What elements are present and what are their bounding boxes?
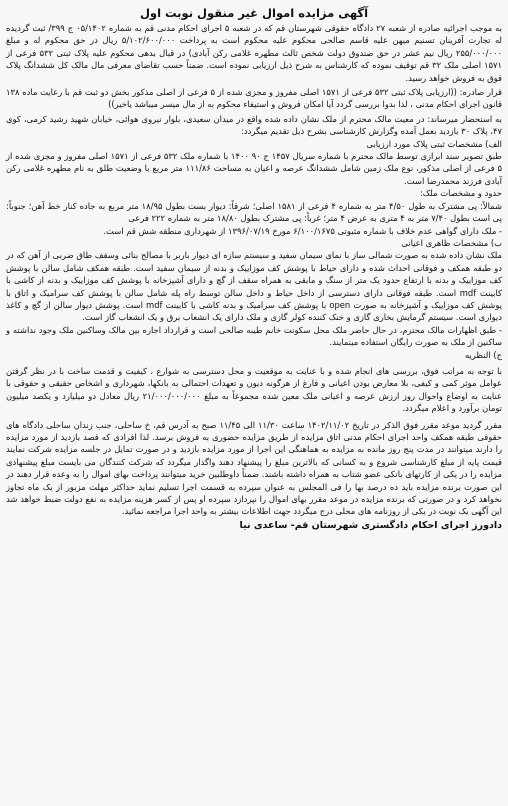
section-b-heading: ب) مشخصات ظاهری اعیانی: [401, 237, 502, 248]
inspection-paragraph: به استحضار میرساند: در معیت مالک محترم از ملک نشان داده شده واقع در میدان سعیدی، بلوار نیروی هوائی، خیابان شهید رشید کرمی، کوی ۴۷، پلاک ۳۰ بازدید بعمل آمده وگزارش کارشناسی بشرح ذیل تقدیم میگردد:: [6, 113, 502, 137]
section-a-heading: الف) مشخصات ثبتی پلاک مورد ارزیابی: [366, 138, 502, 149]
registration-paragraph: طبق تصویر سند ابرازی توسط مالک محترم با شماره سریال ۱۴۵۷ ج ۹۰ ۱۴۰۰ با شماره ملک ۵۳۲ فرعی از ۱۵۷۱ اصلی مفروز و مجزی شده از ۵ فرعی از اصلی مذکور، نوع ملک زمین شامل ششدانگ عرصه و اعیان به مساحت ۱۱۱/۸۶ متر مربع با وضعیت طلق به نام مطهره غلامی رکن آبادی فرزند محمدرضا است.: [6, 151, 502, 186]
signature-line: دادورز اجرای احکام دادگستری شهرستان قم- ساعدی نیا: [239, 519, 502, 531]
intro-paragraph: به موجب اجرائیه صادره از شعبه ۲۷ دادگاه حقوقی شهرستان قم که در شعبه ۵ اجرای احکام مدنی قم به شماره ۰۵/۱۴۰۲ ج ۳۹۹/ ثبت گردیده له تجارت آفرینان تسنیم میهن علیه قاسم صالحی محکوم علیه محکوم است به پرداخت ۵/۱۰۲/۶۰۰/۰۰۰ ریال در حق محکوم له و مبلغ ۲۵۵/۰۰۰/۰۰۰ ریال نیم عشر در حق صندوق دولت شخص ثالث مطهره غلامی رکن آبادی) در قبال بدهی محکوم علیه پلاک ثبتی ۵۳۲ فرعی از ۱۵۷۱ اصلی ملک ۳۲ قم توقیف نموده که کارشناس به شرح ذیل ارزیابی نموده است. ضمناً حسب تقاضای معرفی مال مالک کل ششدانگ پلاک فوق به فروش خواهد رسید.: [6, 23, 502, 83]
auction-notice: [6, 5, 502, 796]
auction-terms-paragraph: مقرر گردید موعد مقرر فوق الذکر در تاریخ ۱۴۰۲/۱۱/۰۲ ساعت ۱۱/۳۰ الی ۱۱/۴۵ صبح به آدرس قم، خ ساحلی، جنب زندان ساحلی دادگاه های حقوقی طبقه همکف واحد اجرای احکام مدنی اتاق مزایده از طریق مزایده حضوری به فروش برسد. لذا افرادی که قصد بازدید از مورد مزایده را دارند میتوانند در مدت پنج روز مانده به مزایده به هماهنگی این اجرا از مورد مزایده بازدید و در صورت تمایل در جلسه مزایده شرکت نمایند قیمت پایه از مبلغ کارشناسی شروع و به کسانی که بالاترین مبلغ را پیشنهاد دهند واگذار میگردد که شرکت کنندگان می بایست مبلغ پیشنهادی مزایده را در یکی از کارتهای بانکی عضو شتاب به همراه داشته باشند. ضمناً داوطلبین خرید میتوانند پرداخت بهای اموال را به وعده قرار دهند در این صورت برنده مزایده باید ده درصد بها را فی المجلس به عنوان سپرده به قسمت اجرا تسلیم نماید حداکثر مهلت مزبور از یک ماه تجاوز نخواهد کرد و در صورتی که برنده مزایده در موعد مقرر بهای اموال را نپردازد سپرده او پس از کسر هزینه مزایده به نفع دولت ضبط خواهد شد این آگهی یک نوبت در یکی از روزنامه های محلی درج میگردد جهت اطلاعات بیشتر به واحد اجرا مراجعه نمائید.: [6, 419, 502, 517]
boundaries-heading: حدود و مشخصات ملک:: [419, 188, 502, 199]
boundaries-paragraph: شمالاً: پی مشترک به طول ۴/۵۰ متر به شماره ۴ فرعی از ۱۵۸۱ اصلی؛ شرقاً: دیوار بست بطول ۱۸/۹۵ متر مربع به جاده کنار خط آهن؛ جنوباً: پی است بطول ۷/۴۰ متر به ۴ متری به عرض ۴ متر؛ غرباً: پی مشترک بطول ۱۸/۸۰ متر به شماره ۲۲۲ فرعی: [6, 200, 503, 224]
order-paragraph: قرار صادره: ((ارزیابی پلاک ثبتی ۵۳۲ فرعی از ۱۵۷۱ اصلی مفروز و مجزی شده از ۵ فرعی از اصلی مذکور بخش دو ثبت قم با رعایت ماده ۱۳۸ قانون اجرای احکام مدنی ، لذا بدوا بررسی گردد آیا امکان فروش و استیفاء محکوم به از مال میسر میباشد یاخیر)): [6, 87, 502, 110]
occupancy-paragraph: - طبق اظهارات مالک محترم، در حال حاضر ملک محل سکونت خانم طیبه صالحی است و قرارداد اجاره بین مالک وساکنین ملک وجود نداشته و ساکنین از ملک به صورت رایگان استفاده مینمایند.: [6, 324, 502, 348]
section-c-heading: ج) النظریه: [464, 349, 502, 360]
valuation-paragraph: با توجه به مراتب فوق، بررسی های انجام شده و با عنایت به موقعیت و محل دسترسی به شوارع ، کیفیت و قدمت ساخت با در نظر گرفتن عوامل موثر کمی و کیفی، بلا معارض بودن اعیانی و فارغ از هرگونه دیون و تعهدات احتمالی به بانکها، شهرداری و اشخاص حقیقی و حقوقی با عنایت به اوضاع واحوال روز ارزش عرصه و اعیانی ملک معین شده مجموعاً به مبلغ ۲۱/۰۰۰/۰۰۰/۰۰۰ ریال معادل دو میلیارد و یکصد میلیون تومان برآورد و اعلام میگردد.: [6, 365, 502, 414]
notice-title: آگهی مزایده اموال غیر منقول نوبت اول: [139, 6, 369, 20]
building-description: ملک نشان داده شده به صورت شمالی ساز با نمای سیمان سفید و سیستم سازه ای دیوار باربر با مصالح بنائی وسقف طاق ضربی از آهن که در دو طبقه همکف و فوقانی احداث شده و دارای حیاط با پوشش کف موزاییک و بدنه از سیمان سفید است. طبقه همکف شامل سالن با پوشش کف موزاییک و بدنه با ارتفاع حدود یک متر از سنگ و مابقی به همراه سقف از گچ و دارای آشپزخانه با پوشش کف موزاییک و بدنه از کاشی با کابینت mdf است. طبقه فوقانی دارای دسترسی از داخل حیاط و داخل سالن توسط راه پله شامل سالن با پوشش کف سرامیک و اتاق با پوشش کف موزاییک و آشپزخانه به صورت open با پوشش کف سرامیک و بدنه کاشی با کابینت mdf است. پوشش دیوار سالن از گچ و کاغذ دیواری است. سیستم گرمایش بخاری گازی و خنک کننده کولر گازی و ملک دارای یک انشعاب برق و یک انشعاب گاز است.: [6, 250, 502, 323]
permit-paragraph: - ملک دارای گواهی عدم خلاف با شماره مثبوتی ۶/۱۰۰/۱۶۷۵ مورخ ۱۳۹۶/۰۷/۱۹ از شهرداری منطقه شش قم است.: [103, 225, 502, 236]
